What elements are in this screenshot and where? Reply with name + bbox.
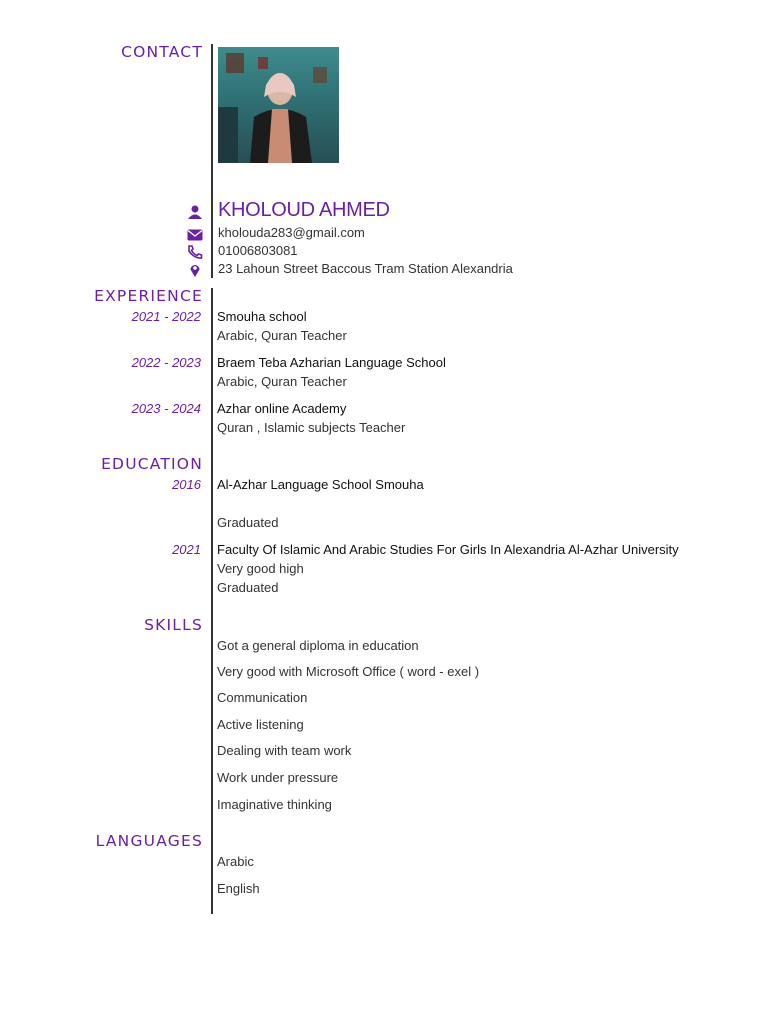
address-text: 23 Lahoun Street Baccous Tram Station Alexandria (218, 261, 513, 276)
skill-item: Dealing with team work (217, 743, 352, 758)
divider-contact (211, 44, 213, 278)
education-school: Al-Azhar Language School Smouha (217, 477, 424, 492)
experience-org: Smouha school (217, 309, 307, 324)
experience-org: Braem Teba Azharian Language School (217, 355, 446, 370)
education-detail: Very good high (217, 561, 304, 576)
experience-role: Quran , Islamic subjects Teacher (217, 420, 406, 435)
education-status: Graduated (217, 580, 279, 595)
experience-org: Azhar online Academy (217, 401, 347, 416)
experience-date: 2021 - 2022 (131, 309, 201, 324)
skill-item: Very good with Microsoft Office ( word - exel ) (217, 664, 480, 679)
skill-item: Work under pressure (217, 770, 339, 785)
section-title-experience: EXPERIENCE (94, 287, 203, 305)
experience-role: Arabic, Quran Teacher (217, 374, 347, 389)
envelope-icon (187, 228, 203, 242)
section-title-skills: SKILLS (144, 616, 203, 634)
education-school: Faculty Of Islamic And Arabic Studies For Girls In Alexandria Al-Azhar University (217, 542, 679, 557)
phone-icon (187, 245, 203, 259)
education-status: Graduated (217, 515, 279, 530)
section-title-education: EDUCATION (101, 455, 203, 473)
location-pin-icon (187, 263, 203, 277)
skill-item: Active listening (217, 717, 304, 732)
profile-photo (218, 47, 339, 163)
experience-date: 2022 - 2023 (131, 355, 201, 370)
phone-text: 01006803081 (218, 243, 298, 258)
profile-name: KHOLOUD AHMED (218, 199, 390, 221)
skill-item: Communication (217, 690, 308, 705)
skill-item: Imaginative thinking (217, 797, 332, 812)
education-date: 2021 (172, 542, 201, 557)
language-item: English (217, 881, 260, 896)
person-icon (187, 205, 203, 219)
email-text: kholouda283@gmail.com (218, 225, 365, 240)
divider-main (211, 288, 213, 914)
skill-item: Got a general diploma in education (217, 638, 419, 653)
language-item: Arabic (217, 854, 254, 869)
experience-date: 2023 - 2024 (131, 401, 201, 416)
section-title-contact: CONTACT (121, 43, 203, 61)
experience-role: Arabic, Quran Teacher (217, 328, 347, 343)
section-title-languages: LANGUAGES (95, 832, 203, 850)
education-date: 2016 (172, 477, 201, 492)
